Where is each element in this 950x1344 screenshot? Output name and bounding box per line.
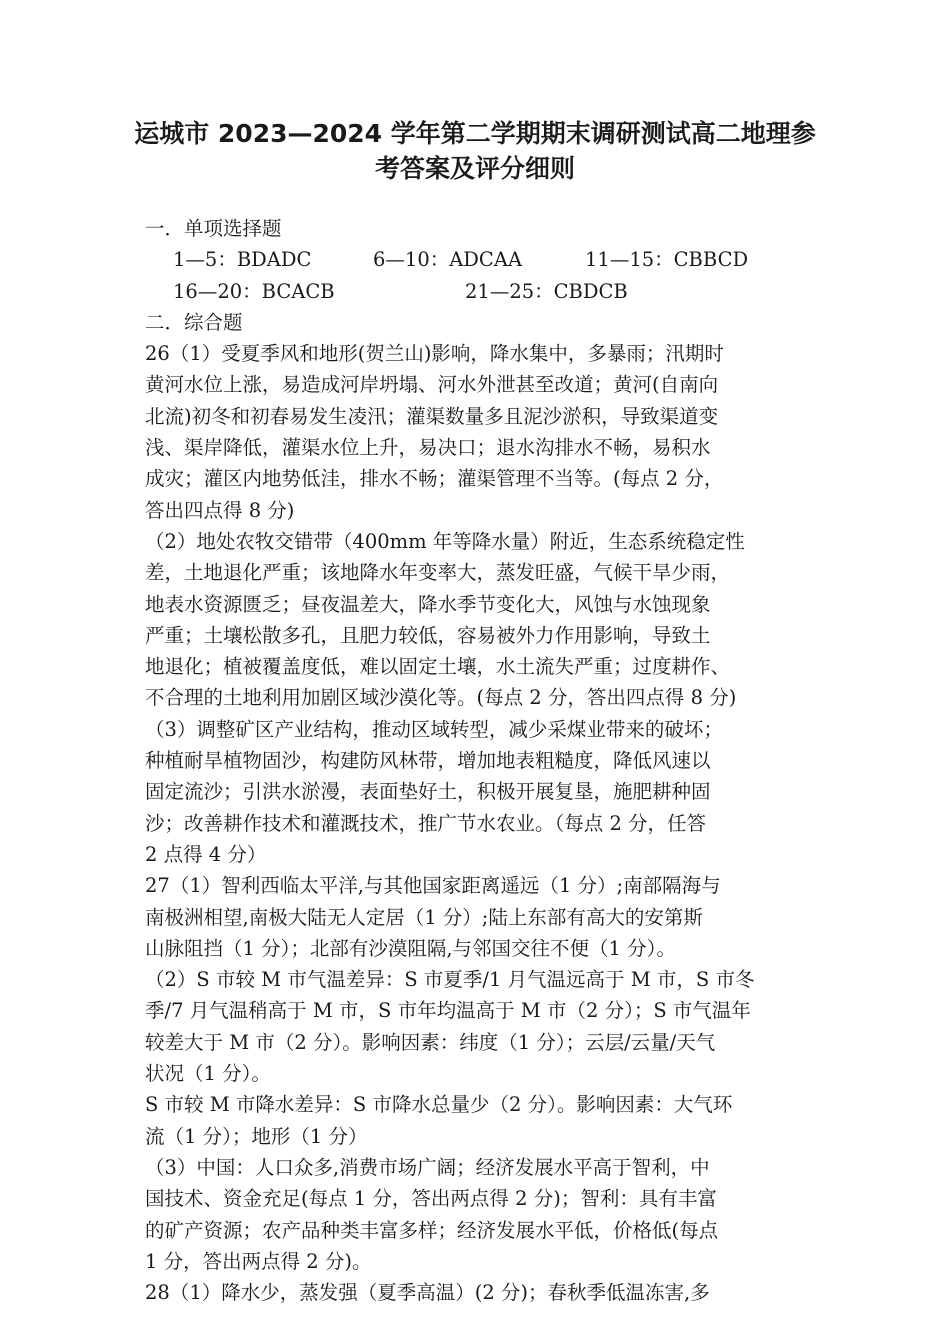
answer-text-line: 较差大于 M 市（2 分）。影响因素：纬度（1 分）；云层/云量/天气	[145, 1030, 716, 1054]
document-title-line-2: 考答案及评分细则	[374, 154, 575, 183]
answer-key-11-15: 11—15：CBBCD	[585, 248, 749, 272]
answer-text-line: 成灾；灌区内地势低洼，排水不畅；灌渠管理不当等。(每点 2 分，	[145, 467, 724, 491]
answer-text-line: 国技术、资金充足(每点 1 分，答出两点得 2 分)；智利：具有丰富	[145, 1187, 717, 1211]
answer-text-line: 答出四点得 8 分)	[145, 498, 295, 522]
answer-text-line: 黄河水位上涨，易造成河岸坍塌、河水外泄甚至改道；黄河(自南向	[145, 373, 719, 397]
answer-text-line: 固定流沙；引洪水淤漫，表面垫好土，积极开展复垦，施肥耕种固	[145, 780, 711, 804]
answer-text-line: 差，土地退化严重；该地降水年变率大，蒸发旺盛，气候干旱少雨，	[145, 561, 731, 585]
section-heading-comprehensive: 二．综合题	[145, 310, 243, 334]
document-title-line-1: 运城市 2023—2024 学年第二学期期末调研测试高二地理参	[134, 119, 816, 148]
answer-text-line: 状况（1 分）。	[145, 1062, 271, 1086]
answer-text-line: 浅、渠岸降低，灌渠水位上升，易决口；退水沟排水不畅，易积水	[145, 436, 711, 460]
answer-key-1-5: 1—5：BDADC	[173, 248, 312, 272]
answer-text-line: 2 点得 4 分）	[145, 842, 267, 866]
answer-text-line: 的矿产资源；农产品种类丰富多样；经济发展水平低，价格低(每点	[145, 1218, 719, 1242]
answer-text-line: 地表水资源匮乏；昼夜温差大，降水季节变化大，风蚀与水蚀现象	[145, 592, 711, 616]
answer-text-line: 26（1）受夏季风和地形(贺兰山)影响，降水集中，多暴雨；汛期时	[145, 342, 724, 366]
answer-text-line: 种植耐旱植物固沙，构建防风林带，增加地表粗糙度，降低风速以	[145, 749, 711, 773]
answer-text-line: 北流)初冬和初春易发生凌汛；灌渠数量多且泥沙淤积，导致渠道变	[145, 404, 719, 428]
answer-text-line: 流（1 分）；地形（1 分）	[145, 1124, 368, 1148]
answer-text-line: S 市较 M 市降水差异：S 市降水总量少（2 分）。影响因素：大气环	[145, 1093, 733, 1117]
answer-text-line: 山脉阻挡（1 分）；北部有沙漠阻隔,与邻国交往不便（1 分）。	[145, 936, 676, 960]
section-heading-single-choice: 一．单项选择题	[145, 217, 282, 240]
answer-text-line: （2）地处农牧交错带（400mm 年等降水量）附近，生态系统稳定性	[145, 529, 745, 553]
document-body	[145, 213, 815, 1308]
answer-text-line: （3）调整矿区产业结构，推动区域转型，减少采煤业带来的破坏；	[145, 717, 723, 741]
comprehensive-answers	[145, 338, 815, 1308]
answer-text-line: 28（1）降水少，蒸发强（夏季高温）(2 分)；春秋季低温冻害,多	[145, 1281, 710, 1305]
answer-text-line: 严重；土壤松散多孔，且肥力较低，容易被外力作用影响，导致土	[145, 623, 711, 647]
answer-text-line: （3）中国：人口众多,消费市场广阔；经济发展水平高于智利，中	[145, 1155, 710, 1179]
answer-key-21-25: 21—25：CBDCB	[465, 279, 628, 303]
answer-text-line: 沙；改善耕作技术和灌溉技术，推广节水农业。（每点 2 分，任答	[145, 811, 707, 835]
answer-key-row-1	[145, 244, 815, 275]
answer-text-line: 季/7 月气温稍高于 M 市，S 市年均温高于 M 市（2 分）；S 市气温年	[145, 999, 751, 1023]
answer-text-line: 1 分，答出两点得 2 分)。	[145, 1249, 372, 1273]
answer-key-6-10: 6—10：ADCAA	[373, 248, 523, 272]
answer-text-line: 南极洲相望,南极大陆无人定居（1 分）;陆上东部有高大的安第斯	[145, 905, 703, 929]
answer-key-16-20: 16—20：BCACB	[173, 279, 335, 303]
answer-text-line: 地退化；植被覆盖度低，难以固定土壤，水土流失严重；过度耕作、	[145, 655, 731, 679]
answer-key-row-2	[145, 276, 815, 307]
answer-text-line: 不合理的土地利用加剧区域沙漠化等。(每点 2 分，答出四点得 8 分)	[145, 686, 737, 710]
answer-text-line: 27（1）智利西临太平洋,与其他国家距离遥远（1 分）;南部隔海与	[145, 874, 721, 898]
answer-text-line: （2）S 市较 M 市气温差异：S 市夏季/1 月气温远高于 M 市，S 市冬	[145, 968, 755, 992]
